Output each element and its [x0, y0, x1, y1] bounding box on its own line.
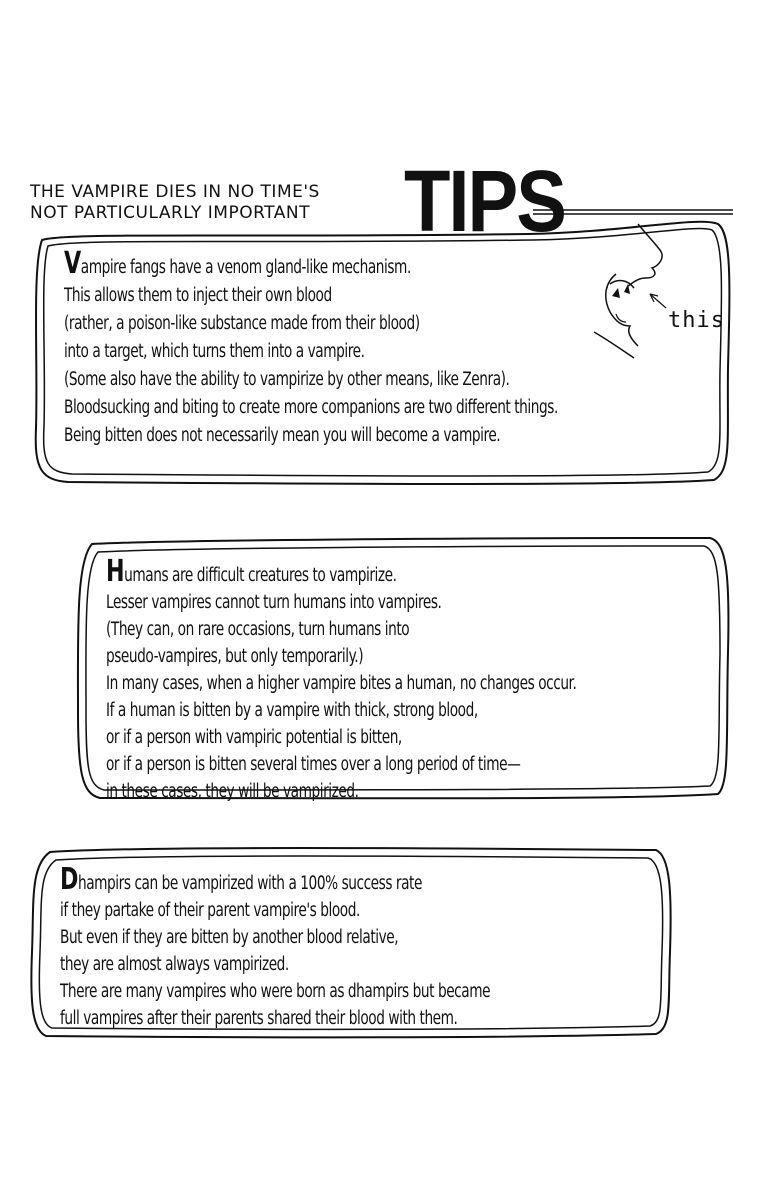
panel-line: In many cases, when a higher vampire bites a human, no changes occur. [106, 673, 577, 694]
panel-line: or if a person with vampiric potential is bitten, [106, 727, 402, 748]
panel-line: Humans are difficult creatures to vampirize. [106, 554, 397, 589]
panel-line: Bloodsucking and biting to create more companions are two different things. [64, 397, 558, 418]
panel-line: (Some also have the ability to vampirize by other means, like Zenra). [64, 369, 510, 390]
panel-line: (They can, on rare occasions, turn humans into [106, 619, 410, 640]
panel-text [60, 862, 491, 1032]
tip-panel-3 [26, 842, 674, 1042]
panel-line: Being bitten does not necessarily mean you will become a vampire. [64, 425, 501, 446]
panel-line: Dhampirs can be vampirized with a 100% success rate [60, 862, 422, 897]
fang-mouth-illustration [588, 222, 668, 362]
panel-line: full vampires after their parents shared their blood with them. [60, 1008, 458, 1029]
panel-text [106, 554, 577, 805]
panel-line: into a target, which turns them into a vampire. [64, 341, 365, 362]
panel-line: Lesser vampires cannot turn humans into vampires. [106, 592, 442, 613]
panel-line: Vampire fangs have a venom gland-like mechanism. [64, 246, 411, 281]
panel-line: pseudo-vampires, but only temporarily.) [106, 646, 364, 667]
tip-panel-2 [70, 532, 734, 804]
subtitle-line-2: NOT PARTICULARLY IMPORTANT [30, 203, 310, 223]
panel-line: This allows them to inject their own blood [64, 285, 332, 306]
tips-heading: TIPS [404, 152, 565, 251]
panel-line: If a human is bitten by a vampire with thick, strong blood, [106, 700, 478, 721]
panel-line: or if a person is bitten several times over a long period of time— [106, 754, 521, 775]
panel-line: (rather, a poison-like substance made from their blood) [64, 313, 420, 334]
panel-line: But even if they are bitten by another blood relative, [60, 927, 399, 948]
fang-annotation-label: this [668, 308, 725, 333]
panel-line: they are almost always vampirized. [60, 954, 289, 975]
page-header [0, 0, 777, 251]
panel-line: in these cases, they will be vampirized. [106, 781, 359, 802]
panel-line: if they partake of their parent vampire's blood. [60, 900, 360, 921]
subtitle-line-1: THE VAMPIRE DIES IN NO TIME'S [30, 182, 320, 202]
panel-text [64, 246, 558, 450]
panel-line: There are many vampires who were born as dhampirs but became [60, 981, 491, 1002]
